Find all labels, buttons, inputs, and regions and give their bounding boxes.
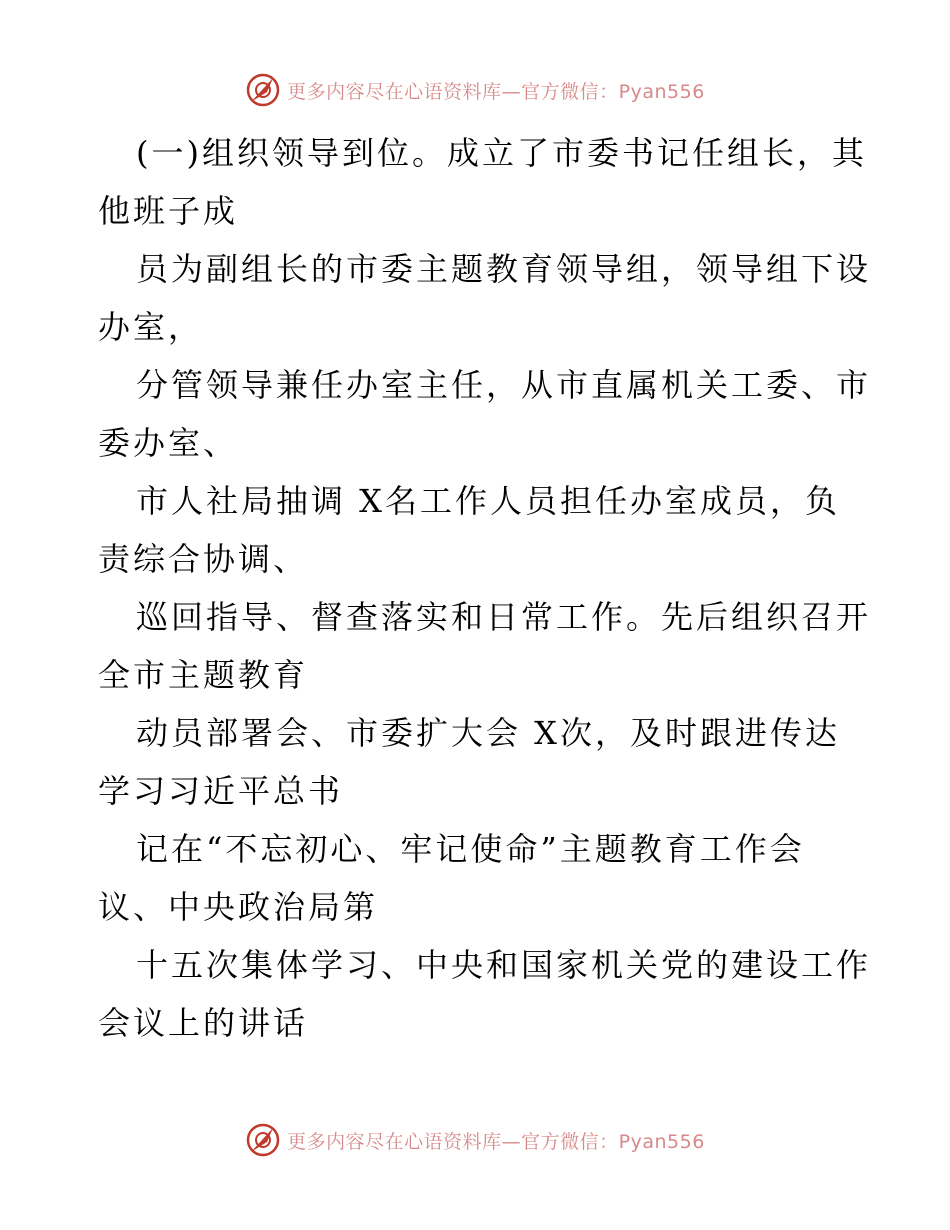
paragraph-line xyxy=(98,588,872,646)
feather-quill-logo-icon xyxy=(245,72,281,108)
paragraph-line xyxy=(98,472,858,530)
line-text: 动员部署会、市委扩大会 X次，及时跟进传达 xyxy=(136,714,840,752)
paragraph-line xyxy=(98,820,858,878)
paragraph-line xyxy=(98,124,867,182)
paragraph-line xyxy=(98,530,858,588)
paragraph-line xyxy=(98,994,858,1052)
line-text: 市人社局抽调 X名工作人员担任办室成员，负 xyxy=(136,482,840,520)
line-text: 十五次集体学习、中央和国家机关党的建设工作 xyxy=(136,946,872,984)
watermark-text: 更多内容尽在心语资料库—官方微信：Pyan556 xyxy=(287,1130,705,1153)
document-body xyxy=(98,124,872,1052)
feather-quill-logo-icon xyxy=(245,1122,281,1158)
header-watermark xyxy=(0,70,950,110)
line-text: 员为副组长的市委主题教育领导组，领导组下设 xyxy=(136,250,872,288)
line-text: 责综合协调、 xyxy=(98,540,309,578)
line-text: 会议上的讲话 xyxy=(98,1004,309,1042)
paragraph-line xyxy=(98,762,858,820)
paragraph-line xyxy=(98,646,858,704)
footer-watermark xyxy=(0,1120,950,1160)
paragraph-line xyxy=(98,298,858,356)
paragraph-line xyxy=(98,356,872,414)
line-text: 办室， xyxy=(98,308,204,346)
line-text: 分管领导兼任办室主任，从市直属机关工委、市 xyxy=(136,366,872,404)
line-text: 他班子成 xyxy=(98,192,239,230)
paragraph-line xyxy=(98,878,858,936)
watermark-text: 更多内容尽在心语资料库—官方微信：Pyan556 xyxy=(287,80,705,103)
paragraph-line xyxy=(98,936,872,994)
paragraph-line xyxy=(98,182,858,240)
paragraph-line xyxy=(98,704,858,762)
paragraph-line xyxy=(98,414,858,472)
paragraph-line xyxy=(98,240,872,298)
line-text: 议、中央政治局第 xyxy=(98,888,379,926)
line-text: 委办室、 xyxy=(98,424,239,462)
line-text: 记在“不忘初心、牢记使命”主题教育工作会 xyxy=(136,830,805,868)
line-text: 全市主题教育 xyxy=(98,656,309,694)
line-text: (一)组织领导到位。成立了市委书记任组长，其 xyxy=(136,134,867,172)
line-text: 学习习近平总书 xyxy=(98,772,344,810)
line-text: 巡回指导、督查落实和日常工作。先后组织召开 xyxy=(136,598,872,636)
